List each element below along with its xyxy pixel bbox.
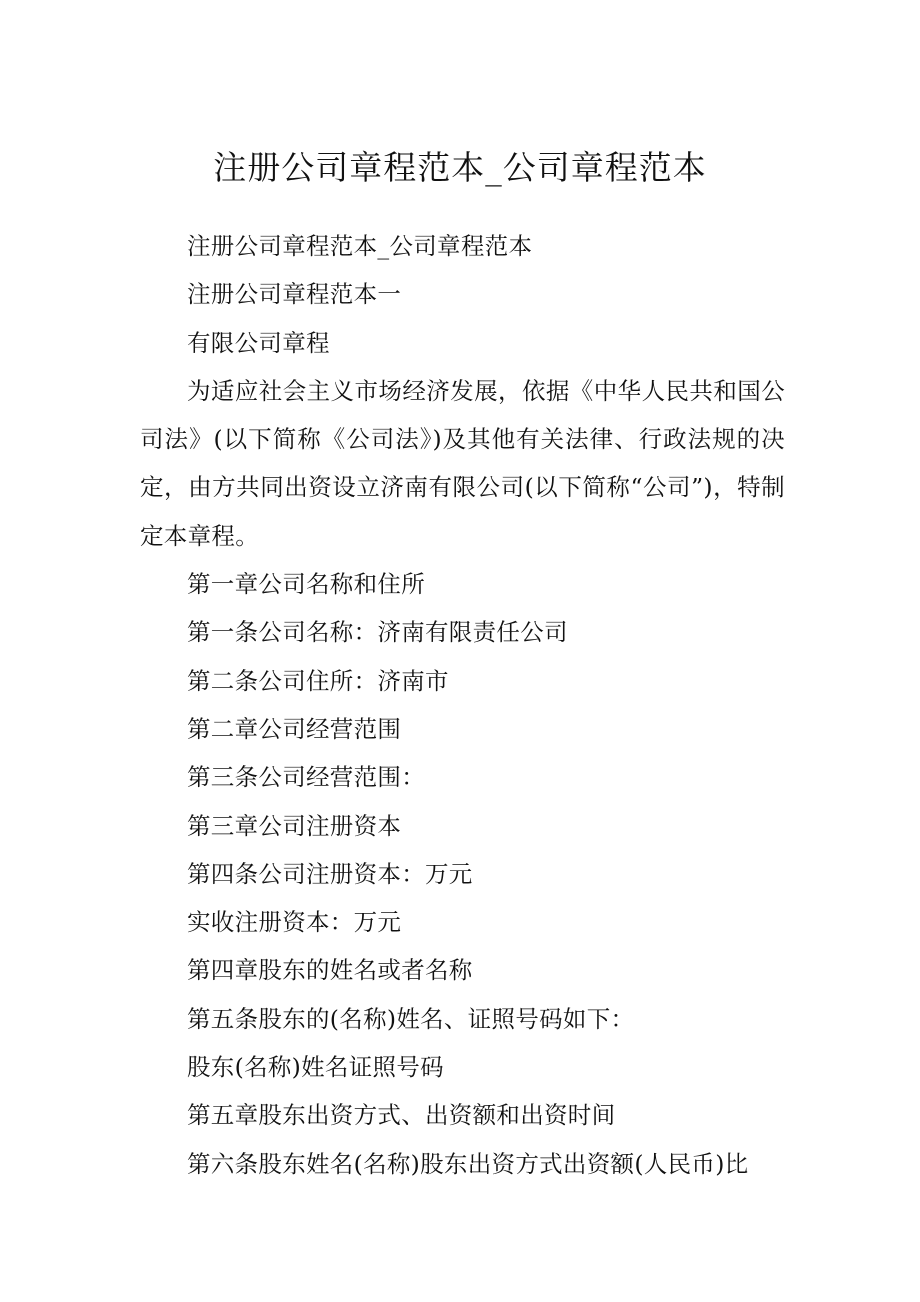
chapter-4-heading: 第四章股东的姓名或者名称: [187, 956, 473, 985]
chapter-5-heading: 第五章股东出资方式、出资额和出资时间: [187, 1101, 616, 1130]
shareholder-table-header: 股东(名称)姓名证照号码: [187, 1053, 444, 1082]
article-6: 第六条股东姓名(名称)股东出资方式出资额(人民币)比: [187, 1149, 749, 1178]
chapter-2-heading: 第二章公司经营范围: [187, 714, 402, 743]
document-title: 注册公司章程范本_公司章程范本: [213, 148, 707, 187]
chapter-1-heading: 第一章公司名称和住所: [187, 570, 425, 599]
paid-in-capital: 实收注册资本：万元: [187, 908, 402, 937]
chapter-3-heading: 第三章公司注册资本: [187, 811, 402, 840]
document-body: [140, 222, 785, 1188]
article-2: 第二条公司住所：济南市: [187, 666, 449, 695]
paragraph-template-one: 注册公司章程范本一: [187, 280, 402, 309]
article-3: 第三条公司经营范围：: [187, 763, 425, 792]
article-4: 第四条公司注册资本：万元: [187, 859, 473, 888]
paragraph-doc-heading: 注册公司章程范本_公司章程范本: [187, 232, 533, 260]
article-1: 第一条公司名称：济南有限责任公司: [187, 618, 568, 647]
article-5: 第五条股东的(名称)姓名、证照号码如下：: [187, 1004, 635, 1033]
paragraph-preamble: 为适应社会主义市场经济发展，依据《中华人民共和国公司法》(以下简称《公司法》)及其他有关法律、行政法规的决定，由方共同出资设立济南有限公司(以下简称“公司”)，特制定本章程。: [140, 376, 785, 550]
paragraph-charter-title: 有限公司章程: [187, 328, 330, 357]
